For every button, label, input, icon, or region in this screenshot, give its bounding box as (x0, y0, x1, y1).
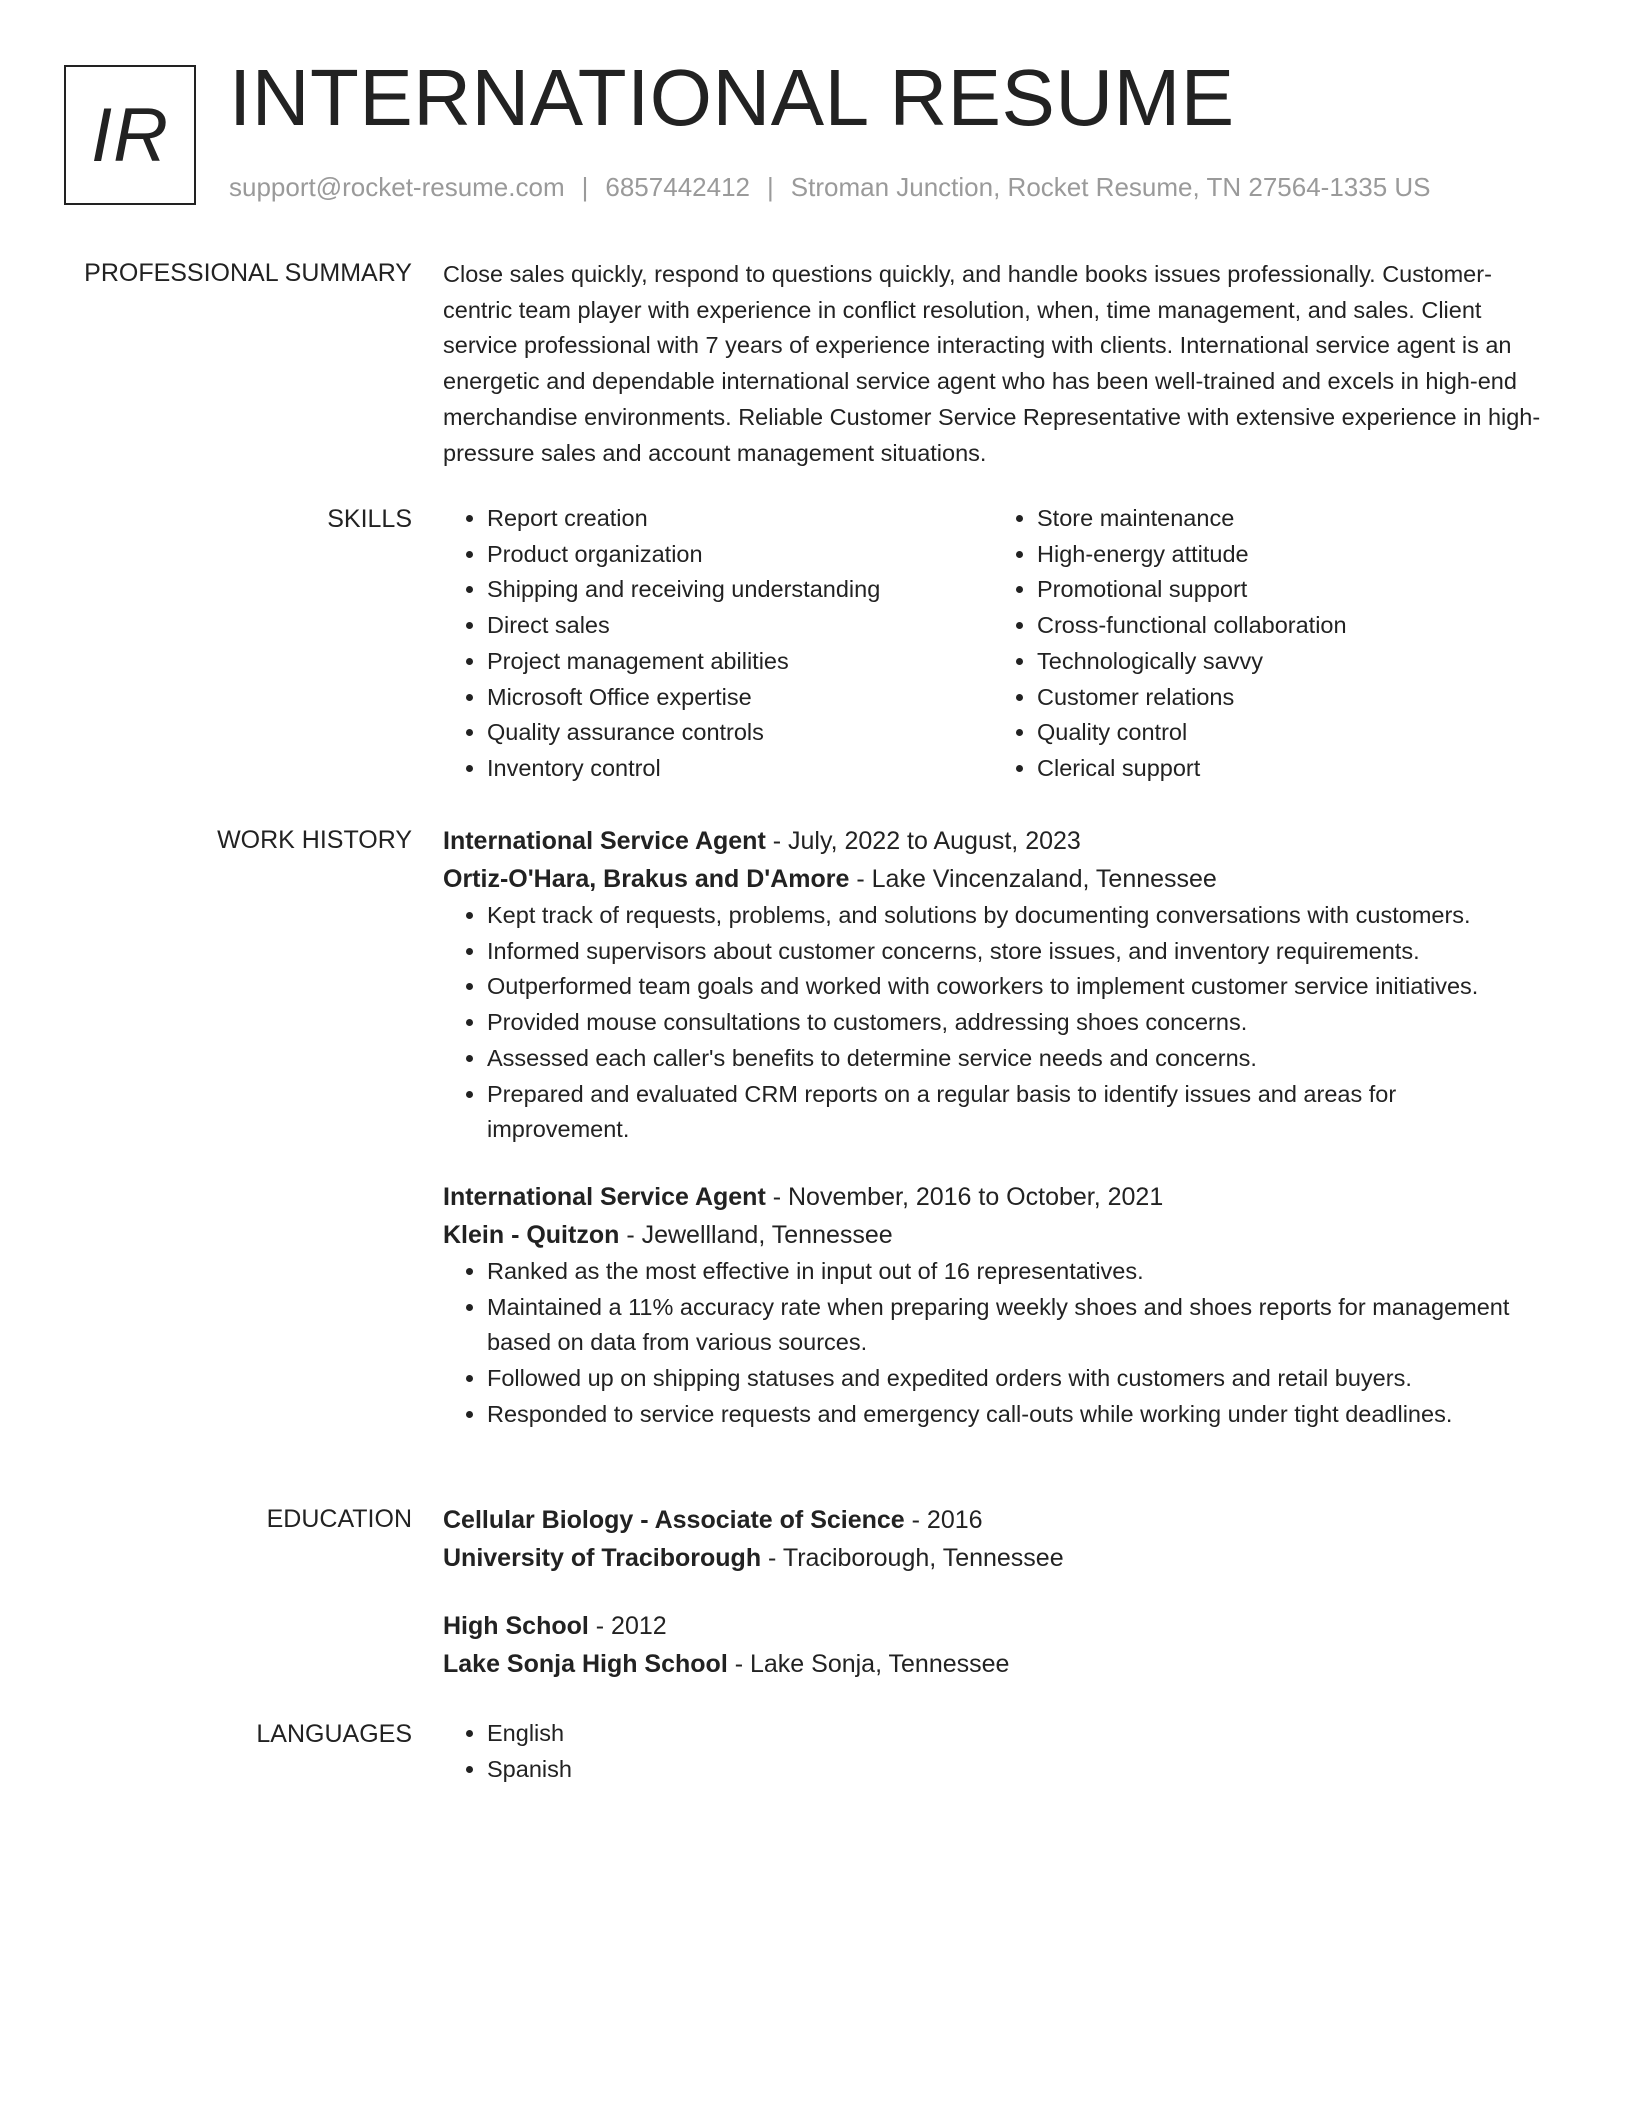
job-dates: - July, 2022 to August, 2023 (765, 827, 1081, 855)
skill-item: • Report creation (487, 501, 993, 537)
skill-item: • Clerical support (1037, 751, 1543, 787)
job-entry (443, 1178, 1543, 1433)
skills-content (443, 501, 1543, 787)
monogram-box (64, 65, 196, 205)
job-duty-item: • Assessed each caller's benefits to determine service needs and concerns. (487, 1041, 1543, 1077)
education-school: Lake Sonja High School (443, 1650, 728, 1678)
language-item: • Spanish (487, 1752, 1543, 1788)
job-duty-item: • Maintained a 11% accuracy rate when preparing weekly shoes and shoes reports for management based on data from various sources. (487, 1290, 1543, 1361)
skill-item: • Customer relations (1037, 680, 1543, 716)
education-degree: High School (443, 1612, 589, 1640)
work-history-content (443, 822, 1543, 1462)
languages-content (443, 1716, 1543, 1787)
skill-item: • Store maintenance (1037, 501, 1543, 537)
contact-separator: | (767, 172, 774, 202)
skill-item: • Technologically savvy (1037, 644, 1543, 680)
job-company: Ortiz-O'Hara, Brakus and D'Amore (443, 865, 850, 893)
job-duty-item: • Ranked as the most effective in input out of 16 representatives. (487, 1254, 1543, 1290)
education-degree-line (443, 1501, 1543, 1539)
job-duty-item: • Prepared and evaluated CRM reports on a regular basis to identify issues and areas for improvement. (487, 1077, 1543, 1148)
skill-item: • Quality assurance controls (487, 715, 993, 751)
job-duty-item: • Outperformed team goals and worked with coworkers to implement customer service initiatives. (487, 969, 1543, 1005)
education-location: - Lake Sonja, Tennessee (727, 1650, 1010, 1678)
skill-item: • Quality control (1037, 715, 1543, 751)
contact-separator: | (581, 172, 589, 202)
skill-item: • High-energy attitude (1037, 537, 1543, 573)
education-school: University of Traciborough (443, 1544, 762, 1572)
work-history-heading: WORK HISTORY (217, 826, 412, 854)
job-duties-list (443, 1254, 1543, 1433)
skill-item: • Cross-functional collaboration (1037, 608, 1543, 644)
skill-item: • Direct sales (487, 608, 993, 644)
education-content (443, 1501, 1543, 1713)
summary-content (443, 257, 1543, 471)
job-duties-list (443, 898, 1543, 1148)
skill-item: • Project management abilities (487, 644, 993, 680)
skill-item: • Inventory control (487, 751, 993, 787)
job-entry (443, 822, 1543, 1148)
education-heading: EDUCATION (266, 1505, 412, 1533)
education-entry (443, 1607, 1543, 1683)
job-location: - Jewellland, Tennessee (619, 1220, 893, 1249)
skills-list-left (443, 501, 993, 787)
job-duty-item: • Informed supervisors about customer concerns, store issues, and inventory requirements. (487, 934, 1543, 970)
job-duty-item: • Provided mouse consultations to customers, addressing shoes concerns. (487, 1005, 1543, 1041)
education-location: - Traciborough, Tennessee (761, 1544, 1064, 1572)
contact-email: support@rocket-resume.com (229, 172, 565, 202)
job-company-line (443, 860, 1543, 898)
languages-heading: LANGUAGES (256, 1720, 412, 1748)
summary-heading: PROFESSIONAL SUMMARY (84, 259, 412, 287)
skill-item: • Microsoft Office expertise (487, 680, 993, 716)
skills-grid (443, 501, 1543, 787)
job-company: Klein - Quitzon (443, 1220, 620, 1249)
job-location: - Lake Vincenzaland, Tennessee (849, 865, 1217, 893)
skills-list-right (993, 501, 1543, 787)
monogram-initials: IR (91, 92, 169, 178)
job-duty-item: • Responded to service requests and emergency call-outs while working under tight deadlines. (487, 1397, 1543, 1433)
education-school-line (443, 1645, 1543, 1683)
job-title: International Service Agent (443, 827, 766, 855)
languages-list (443, 1716, 1543, 1787)
job-duty-item: • Followed up on shipping statuses and expedited orders with customers and retail buyers. (487, 1361, 1543, 1397)
job-duty-item: • Kept track of requests, problems, and solutions by documenting conversations with customers. (487, 898, 1543, 934)
contact-address: Stroman Junction, Rocket Resume, TN 27564-1335 US (790, 172, 1431, 202)
skill-item: • Promotional support (1037, 572, 1543, 608)
contact-phone: 6857442412 (605, 172, 750, 202)
skill-item: • Shipping and receiving understanding (487, 572, 993, 608)
job-title-line (443, 822, 1543, 860)
job-dates: - November, 2016 to October, 2021 (765, 1182, 1164, 1211)
skill-item: • Product organization (487, 537, 993, 573)
skills-heading: SKILLS (327, 505, 412, 533)
education-year: - 2016 (904, 1506, 983, 1534)
education-year: - 2012 (588, 1612, 667, 1640)
job-title-line (443, 1178, 1543, 1216)
job-company-line (443, 1216, 1543, 1254)
resume-title: INTERNATIONAL RESUME (229, 53, 1235, 142)
summary-text: Close sales quickly, respond to questions quickly, and handle books issues professionally. Customer-centric team player with experience in conflict resolution, when, time management, and sales. Client service professional with 7 years of experience interacting with clients. International service agent is an energetic and dependable international service agent who has been well-trained and excels in high-end merchandise environments. Reliable Customer Service Representative with extensive experience in high-pressure sales and account management situations. (443, 261, 1541, 466)
education-school-line (443, 1539, 1543, 1577)
education-degree-line (443, 1607, 1543, 1645)
education-degree: Cellular Biology - Associate of Science (443, 1506, 905, 1534)
contact-line (229, 172, 1431, 203)
education-entry (443, 1501, 1543, 1577)
job-title: International Service Agent (443, 1182, 766, 1211)
language-item: • English (487, 1716, 1543, 1752)
